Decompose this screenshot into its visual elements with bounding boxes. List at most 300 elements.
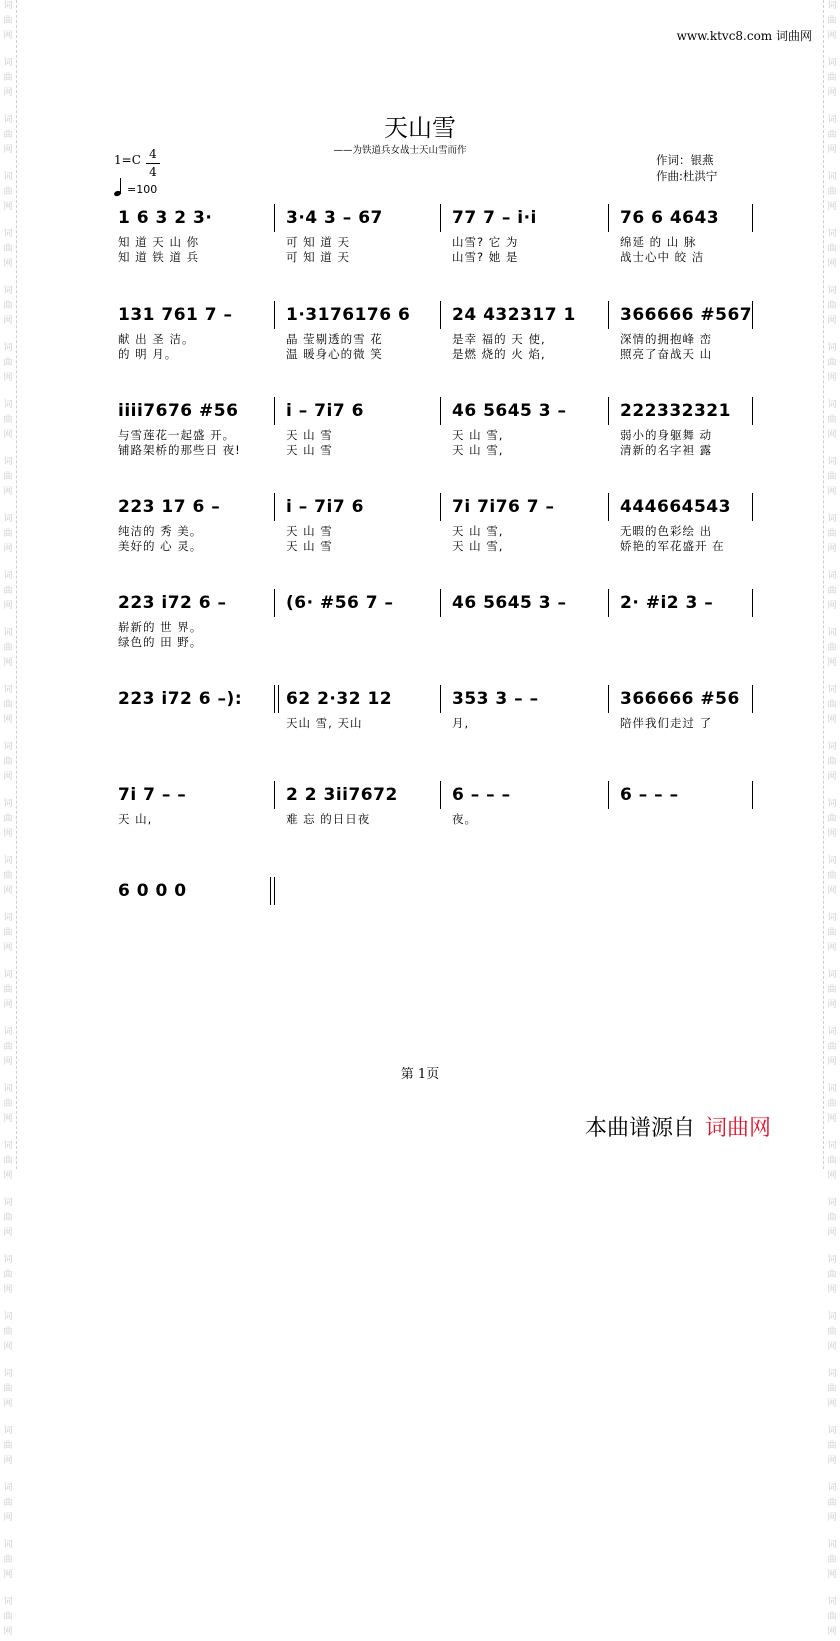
lyric-verse-1: 天山 雪, 天山: [286, 716, 363, 730]
measure-notes: 46 5645 3 –: [452, 401, 567, 421]
barline: [274, 301, 275, 329]
lyric-verse-1: 纯洁的 秀 美。: [118, 524, 203, 538]
barline: [752, 493, 753, 521]
watermark-char: 词: [3, 1426, 13, 1436]
watermark-char: 词: [827, 1141, 837, 1151]
watermark-char: 曲: [827, 700, 837, 710]
lyric-verse-2: 知 道 铁 道 兵: [118, 250, 200, 264]
watermark-char: 曲: [3, 73, 13, 83]
measure-notes: 62 2·32 12: [286, 689, 393, 709]
watermark-char: 曲: [827, 871, 837, 881]
barline: [752, 397, 753, 425]
watermark-char: 网: [3, 1057, 13, 1067]
measure: [112, 585, 272, 665]
lyric-verse-1: 天 山,: [118, 812, 153, 826]
watermark-char: 曲: [3, 1213, 13, 1223]
lyric-verse-1: 献 出 圣 洁。: [118, 332, 195, 346]
watermark-char: 曲: [3, 1270, 13, 1280]
barline: [608, 301, 609, 329]
watermark-char: 词: [3, 571, 13, 581]
watermark-char: 词: [3, 1540, 13, 1550]
watermark-char: 网: [827, 31, 837, 41]
lyric-verse-1: 与雪莲花一起盛 开。: [118, 428, 236, 442]
watermark-char: 词: [3, 1483, 13, 1493]
lyric-verse-2: 娇艳的军花盛开 在: [620, 539, 725, 553]
barline: [752, 589, 753, 617]
measure: [112, 681, 272, 761]
watermark-char: 词: [3, 970, 13, 980]
watermark-group: [827, 798, 836, 843]
watermark-group: [3, 171, 12, 216]
watermark-group: [3, 798, 12, 843]
watermark-char: 曲: [827, 1270, 837, 1280]
watermark-char: 曲: [3, 871, 13, 881]
lyric-verse-1: 山雪? 它 为: [452, 235, 519, 249]
watermark-char: 词: [827, 628, 837, 638]
watermark-char: 曲: [3, 586, 13, 596]
watermark-char: 网: [827, 430, 837, 440]
quarter-note-icon: [114, 178, 124, 196]
measure: [446, 681, 606, 761]
watermark-char: 网: [827, 1627, 837, 1637]
score-system: [112, 777, 757, 857]
watermark-char: 曲: [3, 1498, 13, 1508]
watermark-char: 网: [3, 829, 13, 839]
lyric-verse-1: 弱小的身躯舞 动: [620, 428, 713, 442]
measure-notes: i – 7i7 6: [286, 497, 364, 517]
watermark-group: [827, 684, 836, 729]
watermark-char: 曲: [3, 16, 13, 26]
watermark-group: [827, 1311, 836, 1356]
watermark-char: 网: [827, 772, 837, 782]
measure-notes: 366666 #56: [620, 689, 740, 709]
measure-notes: 366666 #567: [620, 305, 753, 325]
measure: [280, 393, 440, 473]
lyric-verse-1: 崭新的 世 界。: [118, 620, 203, 634]
watermark-group: [3, 1083, 12, 1128]
measure-notes: 223 17 6 –: [118, 497, 221, 517]
watermark-char: 网: [3, 1114, 13, 1124]
measure: [446, 200, 606, 280]
watermark-char: 曲: [827, 814, 837, 824]
watermark-char: 网: [3, 658, 13, 668]
watermark-char: 网: [827, 601, 837, 611]
barline: [274, 685, 275, 713]
watermark-group: [827, 912, 836, 957]
watermark-char: 网: [3, 1171, 13, 1181]
measure: [614, 777, 774, 857]
watermark-group: [827, 285, 836, 330]
watermark-char: 网: [827, 316, 837, 326]
watermark-char: 网: [3, 1228, 13, 1238]
watermark-group: [827, 570, 836, 615]
watermark-char: 曲: [827, 757, 837, 767]
watermark-char: 词: [3, 1369, 13, 1379]
watermark-char: 网: [827, 88, 837, 98]
watermark-char: 网: [827, 1057, 837, 1067]
watermark-group: [3, 1311, 12, 1356]
watermark-char: 曲: [3, 643, 13, 653]
lyric-verse-2: 美好的 心 灵。: [118, 539, 203, 553]
watermark-char: 网: [3, 430, 13, 440]
watermark-char: 曲: [3, 1327, 13, 1337]
watermark-group: [827, 1425, 836, 1470]
watermark-char: 词: [827, 286, 837, 296]
score-system: [112, 585, 757, 665]
watermark-group: [3, 912, 12, 957]
watermark-char: 网: [3, 31, 13, 41]
watermark-char: 网: [827, 1570, 837, 1580]
watermark-char: 网: [827, 1000, 837, 1010]
measure-notes: 2 2 3ii7672: [286, 785, 398, 805]
watermark-char: 词: [827, 913, 837, 923]
watermark-char: 词: [827, 571, 837, 581]
measure-notes: (6· #56 7 –: [286, 593, 394, 613]
watermark-group: [827, 228, 836, 273]
watermark-char: 词: [827, 1426, 837, 1436]
measure: [614, 393, 774, 473]
measure-notes: 6 – – –: [452, 785, 511, 805]
lyric-verse-2: 天 山 雪,: [452, 443, 504, 457]
site-url[interactable]: www.ktvc8.com 词曲网: [676, 29, 812, 43]
watermark-char: 曲: [827, 73, 837, 83]
watermark-char: 曲: [3, 358, 13, 368]
watermark-char: 曲: [3, 301, 13, 311]
measure-notes: 3·4 3 – 67: [286, 208, 383, 228]
measure: [112, 489, 272, 569]
watermark-char: 曲: [827, 1099, 837, 1109]
watermark-char: 词: [827, 343, 837, 353]
watermark-char: 网: [3, 715, 13, 725]
watermark-char: 词: [827, 685, 837, 695]
watermark-char: 曲: [3, 1555, 13, 1565]
barline: [274, 204, 275, 232]
watermark-char: 词: [3, 115, 13, 125]
watermark-char: 网: [3, 202, 13, 212]
barline: [608, 589, 609, 617]
measure-notes: 24 432317 1: [452, 305, 576, 325]
watermark-group: [3, 570, 12, 615]
watermark-char: 曲: [827, 472, 837, 482]
watermark-char: 词: [827, 400, 837, 410]
watermark-char: 曲: [827, 1327, 837, 1337]
watermark-group: [3, 342, 12, 387]
watermark-char: 曲: [827, 1156, 837, 1166]
watermark-char: 词: [3, 514, 13, 524]
watermark-char: 网: [827, 1171, 837, 1181]
score-system: [112, 297, 757, 377]
watermark-group: [827, 342, 836, 387]
watermark-char: 网: [827, 1114, 837, 1124]
lyric-verse-2: 的 明 月。: [118, 347, 178, 361]
watermark-group: [3, 1140, 12, 1185]
watermark-group: [827, 1482, 836, 1527]
watermark-group: [827, 969, 836, 1014]
watermark-char: 网: [827, 715, 837, 725]
barline: [608, 493, 609, 521]
watermark-char: 曲: [3, 928, 13, 938]
watermark-char: 曲: [827, 928, 837, 938]
watermark-char: 词: [3, 742, 13, 752]
measure-notes: 223 i72 6 –):: [118, 689, 243, 709]
lyric-verse-2: 照亮了奋战天 山: [620, 347, 713, 361]
barline: [752, 301, 753, 329]
barline: [440, 493, 441, 521]
watermark-char: 曲: [827, 415, 837, 425]
watermark-right: [823, 0, 840, 1637]
measure-notes: 76 6 4643: [620, 208, 720, 228]
barline: [440, 204, 441, 232]
page-number: 第 1页: [400, 1067, 440, 1082]
watermark-char: 词: [3, 1255, 13, 1265]
watermark-char: 曲: [827, 301, 837, 311]
watermark-char: 词: [827, 1027, 837, 1037]
song-title: 天山雪: [384, 114, 456, 142]
measure: [614, 585, 774, 665]
lyric-verse-2: 铺路架桥的那些日 夜!: [118, 443, 241, 457]
score-system: [112, 873, 757, 953]
lyric-verse-2: 是燃 烧的 火 焰,: [452, 347, 546, 361]
watermark-char: 曲: [827, 16, 837, 26]
measure-notes: 6 0 0 0: [118, 881, 187, 901]
watermark-char: 词: [827, 1, 837, 11]
barline: [274, 397, 275, 425]
watermark-char: 词: [3, 856, 13, 866]
watermark-char: 词: [3, 172, 13, 182]
watermark-group: [827, 1197, 836, 1242]
watermark-char: 曲: [3, 529, 13, 539]
watermark-group: [827, 1140, 836, 1185]
watermark-char: 曲: [3, 757, 13, 767]
barline: [608, 781, 609, 809]
lyric-verse-1: 月,: [452, 716, 470, 730]
watermark-char: 曲: [827, 1612, 837, 1622]
barline: [274, 493, 275, 521]
watermark-char: 词: [3, 1, 13, 11]
measure-notes: 1 6 3 2 3·: [118, 208, 213, 228]
watermark-char: 词: [827, 514, 837, 524]
watermark-char: 网: [827, 1228, 837, 1238]
barline: [440, 685, 441, 713]
measure: [280, 297, 440, 377]
watermark-group: [3, 741, 12, 786]
watermark-char: 网: [827, 1285, 837, 1295]
measure: [112, 297, 272, 377]
watermark-char: 曲: [3, 130, 13, 140]
watermark-group: [827, 171, 836, 216]
watermark-char: 词: [827, 457, 837, 467]
watermark-char: 曲: [827, 244, 837, 254]
measure-notes: 223 i72 6 –: [118, 593, 227, 613]
watermark-char: 网: [3, 544, 13, 554]
watermark-char: 曲: [827, 1042, 837, 1052]
watermark-char: 曲: [3, 187, 13, 197]
watermark-char: 词: [3, 457, 13, 467]
watermark-group: [827, 855, 836, 900]
tempo-marking: [114, 178, 157, 196]
lyric-verse-1: 天 山 雪: [286, 428, 333, 442]
watermark-char: 词: [3, 1597, 13, 1607]
watermark-char: 网: [3, 1342, 13, 1352]
measure-notes: 2· #i2 3 –: [620, 593, 714, 613]
watermark-char: 网: [827, 259, 837, 269]
watermark-char: 词: [3, 58, 13, 68]
watermark-group: [3, 513, 12, 558]
watermark-char: 网: [3, 1399, 13, 1409]
watermark-char: 网: [827, 886, 837, 896]
barline: [752, 685, 753, 713]
barline: [274, 781, 275, 809]
watermark-group: [827, 57, 836, 102]
watermark-char: 网: [827, 202, 837, 212]
key-signature: 1=C: [114, 153, 141, 167]
watermark-group: [3, 1197, 12, 1242]
watermark-char: 词: [827, 1312, 837, 1322]
barline: [608, 685, 609, 713]
watermark-char: 网: [827, 373, 837, 383]
watermark-group: [827, 627, 836, 672]
watermark-char: 曲: [3, 700, 13, 710]
watermark-char: 词: [3, 685, 13, 695]
measure: [280, 200, 440, 280]
meter-top: 4: [149, 147, 157, 161]
watermark-char: 网: [3, 1285, 13, 1295]
watermark-char: 曲: [3, 1156, 13, 1166]
lyric-verse-2: 山雪? 她 是: [452, 250, 519, 264]
measure: [614, 297, 774, 377]
watermark-char: 词: [827, 1084, 837, 1094]
watermark-char: 词: [3, 286, 13, 296]
measure: [614, 489, 774, 569]
barline: [752, 204, 753, 232]
watermark-char: 曲: [3, 1042, 13, 1052]
lyric-verse-1: 知 道 天 山 你: [118, 235, 200, 249]
watermark-group: [827, 1368, 836, 1413]
measure: [614, 200, 774, 280]
watermark-group: [827, 741, 836, 786]
watermark-char: 网: [3, 487, 13, 497]
lyric-verse-1: 无暇的色彩绘 出: [620, 524, 713, 538]
lyric-verse-1: 天 山 雪: [286, 524, 333, 538]
barline: [440, 397, 441, 425]
watermark-char: 词: [3, 1312, 13, 1322]
measure-notes: 131 761 7 –: [118, 305, 233, 325]
measure-notes: 222332321: [620, 401, 731, 421]
measure: [446, 777, 606, 857]
watermark-char: 词: [827, 1369, 837, 1379]
lyricist: 作词：银燕: [656, 153, 714, 167]
barline: [274, 877, 275, 905]
song-subtitle: ——为铁道兵女战士天山雪而作: [333, 145, 467, 156]
lyric-verse-2: 绿色的 田 野。: [118, 635, 203, 649]
watermark-char: 网: [827, 544, 837, 554]
watermark-char: 网: [827, 1456, 837, 1466]
lyric-verse-1: 晶 莹剔透的雪 花: [286, 332, 383, 346]
lyric-verse-2: 天 山 雪,: [452, 539, 504, 553]
measure: [446, 489, 606, 569]
lyric-verse-1: 深情的拥抱峰 峦: [620, 332, 713, 346]
watermark-char: 曲: [3, 1099, 13, 1109]
barline: [752, 781, 753, 809]
watermark-char: 网: [827, 658, 837, 668]
watermark-group: [827, 399, 836, 444]
measure: [112, 777, 272, 857]
watermark-group: [3, 1539, 12, 1584]
lyric-verse-1: 难 忘 的日日夜: [286, 812, 371, 826]
lyric-verse-1: 是幸 福的 天 使,: [452, 332, 546, 346]
source-prefix: 本曲谱源自: [585, 1116, 696, 1141]
watermark-char: 曲: [827, 1213, 837, 1223]
lyric-verse-1: 陪伴我们走过 了: [620, 716, 713, 730]
watermark-group: [827, 456, 836, 501]
measure-notes: 46 5645 3 –: [452, 593, 567, 613]
lyric-verse-2: 战士心中 皎 洁: [620, 250, 705, 264]
measure: [112, 873, 272, 953]
watermark-char: 词: [3, 913, 13, 923]
lyric-verse-1: 绵延 的 山 脉: [620, 235, 697, 249]
measure: [112, 200, 272, 280]
watermark-group: [827, 1539, 836, 1584]
barline: [440, 301, 441, 329]
lyric-verse-2: 温 暖身心的微 笑: [286, 347, 383, 361]
measure: [280, 681, 440, 761]
watermark-char: 词: [3, 1084, 13, 1094]
barline: [270, 877, 271, 905]
watermark-char: 词: [3, 1027, 13, 1037]
barline: [440, 589, 441, 617]
watermark-group: [827, 1083, 836, 1128]
source-credit: [585, 1111, 771, 1142]
measure-notes: 6 – – –: [620, 785, 679, 805]
measure: [112, 393, 272, 473]
watermark-char: 词: [827, 172, 837, 182]
lyric-verse-1: 天 山 雪,: [452, 524, 504, 538]
score-system: [112, 489, 757, 569]
watermark-char: 曲: [3, 244, 13, 254]
measure-notes: 444664543: [620, 497, 731, 517]
barline: [278, 685, 279, 713]
watermark-char: 词: [3, 1198, 13, 1208]
watermark-char: 网: [3, 259, 13, 269]
source-brand[interactable]: 词曲网: [705, 1116, 772, 1141]
watermark-left: [0, 0, 17, 1637]
measure: [280, 777, 440, 857]
measure-notes: iiii7676 #56: [118, 401, 239, 421]
watermark-char: 词: [3, 343, 13, 353]
watermark-char: 词: [827, 229, 837, 239]
watermark-char: 曲: [827, 358, 837, 368]
barline: [274, 589, 275, 617]
watermark-char: 网: [827, 145, 837, 155]
watermark-group: [827, 513, 836, 558]
score-system: [112, 681, 757, 761]
watermark-char: 曲: [3, 472, 13, 482]
watermark-char: 曲: [3, 814, 13, 824]
watermark-char: 词: [827, 1483, 837, 1493]
watermark-char: 词: [3, 1141, 13, 1151]
lyric-verse-2: 天 山 雪: [286, 539, 333, 553]
watermark-char: 网: [3, 145, 13, 155]
measure-notes: 353 3 – –: [452, 689, 539, 709]
watermark-group: [3, 1482, 12, 1527]
watermark-group: [3, 0, 12, 45]
watermark-char: 网: [3, 316, 13, 326]
watermark-group: [3, 969, 12, 1014]
meter-divider: [146, 163, 160, 164]
watermark-char: 网: [3, 1456, 13, 1466]
watermark-char: 曲: [3, 415, 13, 425]
meter-bottom: 4: [149, 165, 157, 179]
